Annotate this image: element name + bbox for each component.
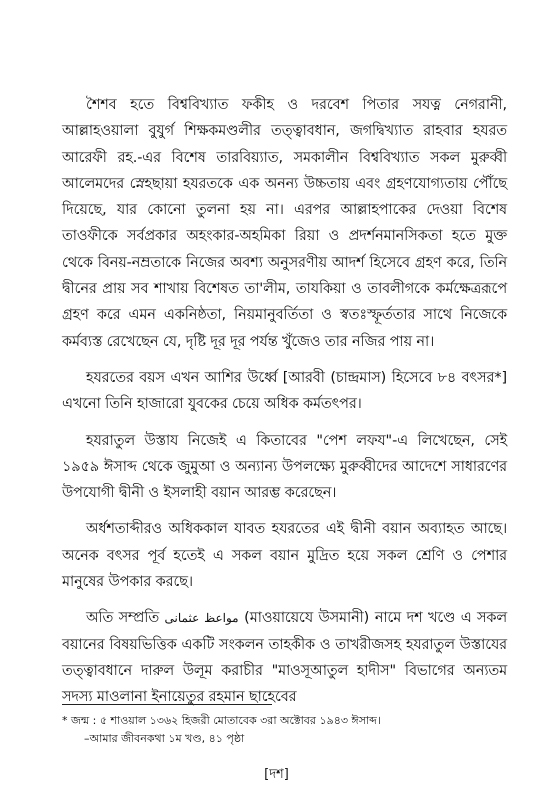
footnote <box>62 712 507 748</box>
paragraph-5-rest: (মাওয়ায়েযে উসমানী) নামে দশ খণ্ডে এ সকল বয়ানের বিষয়ভিত্তিক একটি সংকলন তাহকীক ও তাখরীজসহ হযরাতুল উস্তাযের তত্ত্বাবধানে দারুল উলূম করাচীর "মাওসূআতুল হাদীস" বিভাগের অন্যতম সদস্য মাওলানা ইনায়েতুর রহমান ছাহেবের <box>62 610 508 706</box>
footnote-line-1: * জন্ম : ৫ শাওয়াল ১৩৬২ হিজরী মোতাবেক ৩রা অক্টোবর ১৯৪৩ ঈসাব্দ। <box>62 714 381 727</box>
paragraph-3: হযরাতুল উস্তায নিজেই এ কিতাবের "পেশ লফয"-এ লিখেছেন, সেই ১৯৫৯ ঈসাব্দ থেকে জুমুআ ও অন্যান্য উপলক্ষ্যে মুরুব্বীদের আদেশে সাধারণের উপযোগী দ্বীনী ও ইসলাহী বয়ান আরম্ভ করেছেন। <box>62 432 507 502</box>
paragraph-5 <box>62 605 507 710</box>
paragraph-4: অর্ধশতাব্দীরও অধিককাল যাবত হযরতের এই দ্বীনী বয়ান অব্যাহত আছে। অনেক বৎসর পূর্ব হতেই এ সকল বয়ান মুদ্রিত হয়ে সকল শ্রেণি ও পেশার মানুষের উপকার করছে। <box>62 521 507 591</box>
arabic-book-title: مواعظ عثمانی <box>164 611 239 626</box>
paragraph-5-start: অতি সম্প্রতি <box>86 610 160 627</box>
footnote-divider <box>62 704 272 705</box>
paragraph-1: শৈশব হতে বিশ্ববিখ্যাত ফকীহ ও দরবেশ পিতার সযত্ন নেগরানী, আল্লাহওয়ালা বুযুর্গ শিক্ষকমণ্ডলীর তত্ত্বাবধান, জগদ্বিখ্যাত রাহবার হযরত আরেফী রহ.-এর বিশেষ তারবিয়্যাত, সমকালীন বিশ্ববিখ্যাত সকল মুরুব্বী আলেমদের স্নেহছায়া হযরতকে এক অনন্য উচ্চতায় এবং গ্রহণযোগ্যতায় পৌঁছে দিয়েছে, যার কোনো তুলনা হয় না। এরপর আল্লাহপাকের দেওয়া বিশেষ তাওফীকে সর্বপ্রকার অহংকার-অহমিকা রিয়া ও প্রদর্শনমানসিকতা হতে মুক্ত থেকে বিনয়-নম্রতাকে নিজের অবশ্য অনুসরণীয় আদর্শ হিসেবে গ্রহণ করে, তিনি দ্বীনের প্রায় সব শাখায় বিশেষত তা'লীম, তাযকিয়া ও তাবলীগকে কর্মক্ষেত্ররূপে গ্রহণ করে এমন একনিষ্ঠতা, নিয়মানুবর্তিতা ও স্বতঃস্ফূর্ততার সাথে নিজেকে কর্মব্যস্ত রেখেছেন যে, দৃষ্টি দূর দূর পর্যন্ত খুঁজেও তার নজির পায় না। <box>62 97 507 350</box>
page-number: [দশ] <box>264 767 289 782</box>
paragraph-2: হযরতের বয়স এখন আশির উর্ধ্বে [আরবী (চান্দ্রমাস) হিসেবে ৮৪ বৎসর*] এখনো তিনি হাজারো যুবকের চেয়ে অধিক কর্মতৎপর। <box>62 369 507 413</box>
page-body <box>62 92 507 721</box>
footnote-line-2: –আমার জীবনকথা ১ম খণ্ড, ৪১ পৃষ্ঠা <box>84 732 245 745</box>
